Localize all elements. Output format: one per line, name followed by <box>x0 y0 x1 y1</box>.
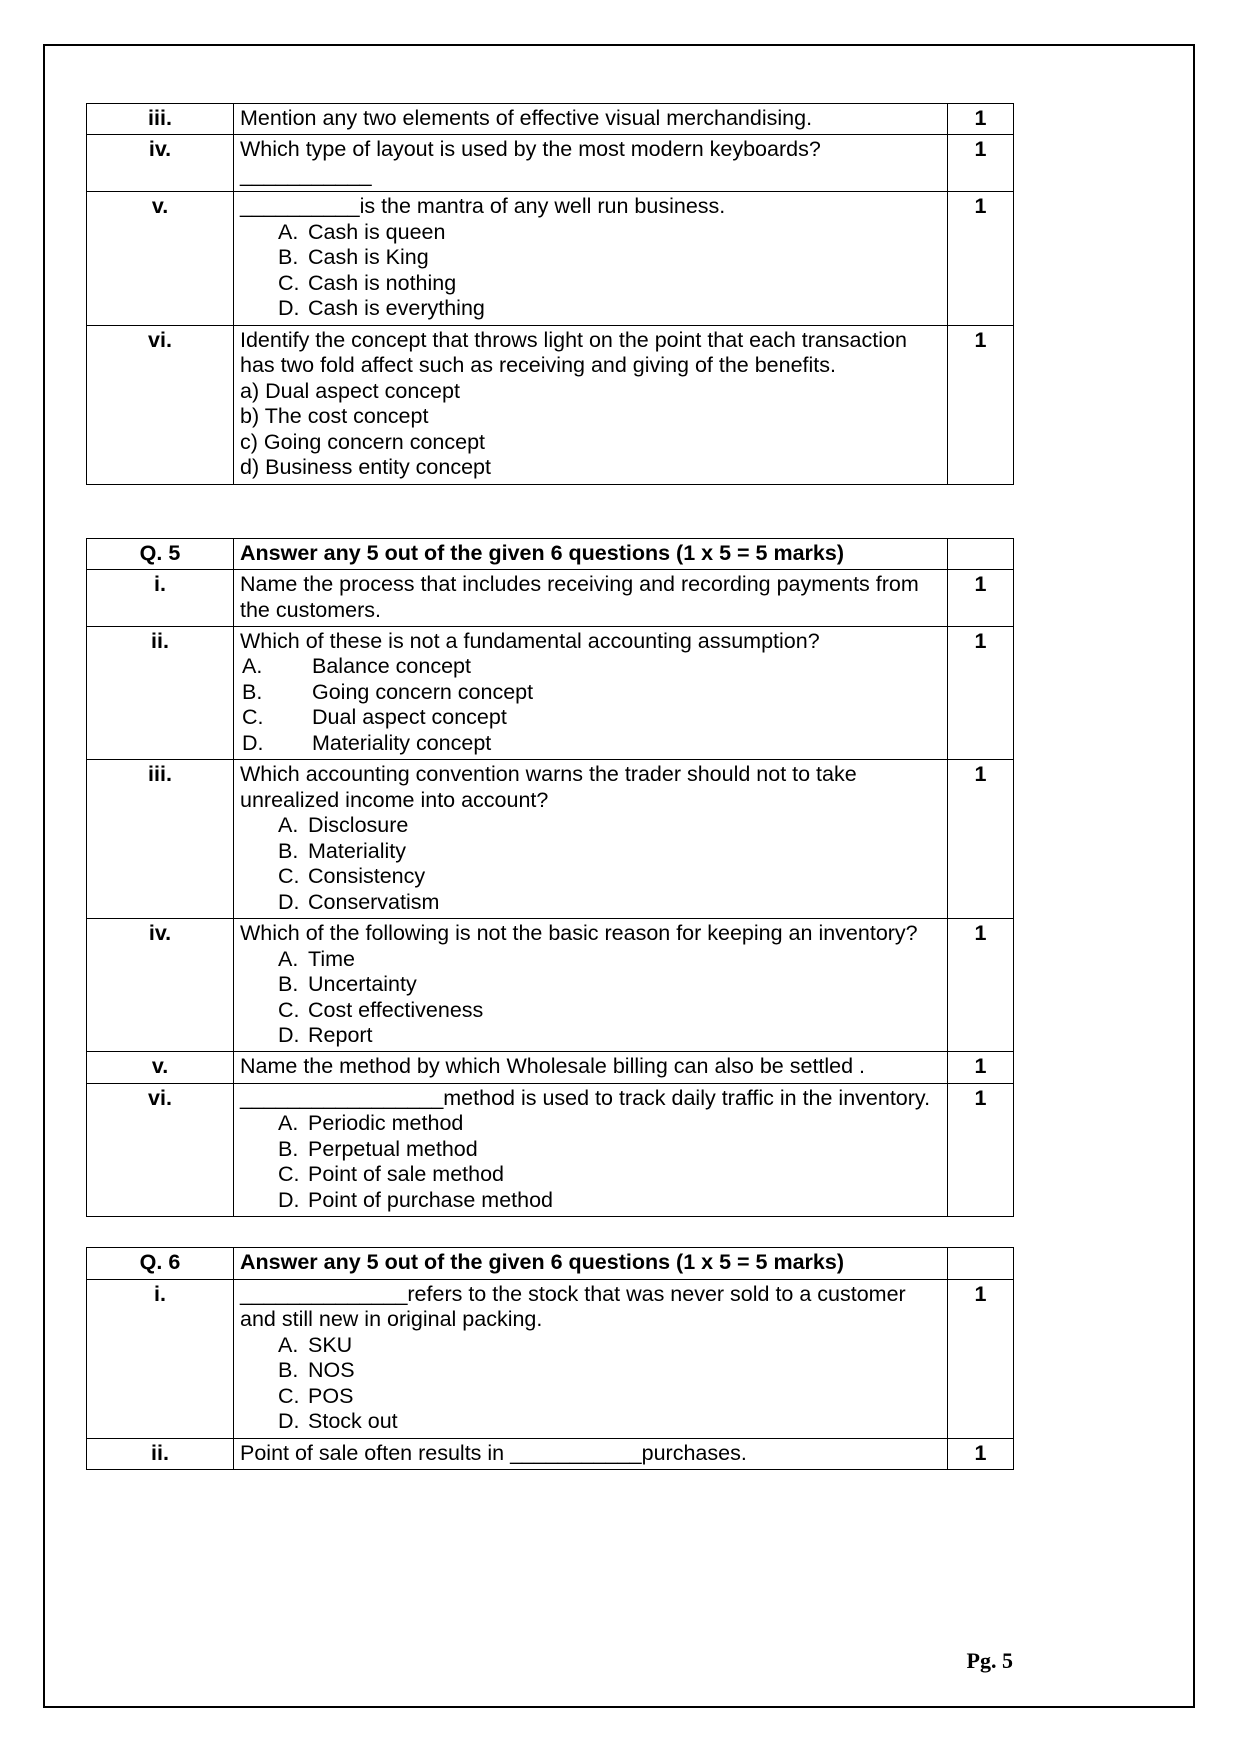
option-text: Point of sale method <box>308 1162 505 1187</box>
row-number: iv. <box>87 135 234 192</box>
list-item <box>240 245 941 270</box>
option-label: A. <box>242 654 263 679</box>
question-text: Name the process that includes receiving and recording payments from the customers. <box>240 572 919 622</box>
option-text: Dual aspect concept <box>312 705 507 730</box>
option-text: SKU <box>308 1332 353 1357</box>
list-item <box>240 947 941 972</box>
list-item <box>240 1111 941 1136</box>
question-text: ______________refers to the stock that was never sold to a customer and still new in original packing. <box>240 1281 906 1332</box>
row-number: iii. <box>87 104 234 135</box>
option-label: d) <box>240 455 260 480</box>
row-question <box>234 1052 948 1083</box>
option-text: Cash is queen <box>308 219 446 244</box>
list-item <box>240 379 941 404</box>
option-text: Cost effectiveness <box>308 997 484 1022</box>
list-item <box>240 455 941 480</box>
row-question <box>234 760 948 919</box>
list-item <box>240 813 941 838</box>
question-table-q4-continued <box>86 103 1014 485</box>
list-item <box>240 271 941 296</box>
section-number: Q. 5 <box>87 538 234 569</box>
option-text: Periodic method <box>308 1111 464 1136</box>
option-text: Point of purchase method <box>308 1187 554 1212</box>
list-item <box>240 404 941 429</box>
option-label: A. <box>278 1111 299 1136</box>
option-list <box>240 1333 941 1435</box>
table-row <box>87 1279 1014 1438</box>
row-question <box>234 919 948 1052</box>
row-marks: 1 <box>948 1083 1014 1216</box>
question-text: Which accounting convention warns the trader should not to take unrealized income into account? <box>240 762 857 812</box>
row-marks: 1 <box>948 1438 1014 1469</box>
list-item <box>240 430 941 455</box>
question-table-q5 <box>86 538 1014 1218</box>
row-question <box>234 192 948 325</box>
option-label: C. <box>242 705 264 730</box>
option-text: Stock out <box>308 1409 398 1434</box>
option-list <box>240 220 941 322</box>
question-text: Name the method by which Wholesale billing can also be settled . <box>240 1054 866 1079</box>
list-item <box>240 864 941 889</box>
row-number: v. <box>87 192 234 325</box>
row-question <box>234 1083 948 1216</box>
table-row <box>87 626 1014 759</box>
section-gap <box>86 1217 1013 1247</box>
list-item <box>240 220 941 245</box>
section-title: Answer any 5 out of the given 6 questions (1 x 5 = 5 marks) <box>234 1248 948 1279</box>
option-text: Going concern concept <box>312 679 534 704</box>
option-text: Cash is everything <box>308 296 485 321</box>
row-marks: 1 <box>948 135 1014 192</box>
option-label: A. <box>278 946 299 971</box>
list-item <box>240 654 941 679</box>
option-label: D. <box>278 889 300 914</box>
row-question <box>234 135 948 192</box>
question-text: _________________method is used to track daily traffic in the inventory. <box>240 1085 931 1110</box>
option-label: B. <box>278 838 299 863</box>
table-row <box>87 1083 1014 1216</box>
question-text: Which of the following is not the basic reason for keeping an inventory? <box>240 921 918 946</box>
option-text: Materiality concept <box>312 730 492 755</box>
list-item <box>240 680 941 705</box>
row-number: v. <box>87 1052 234 1083</box>
table-header-row <box>87 538 1014 569</box>
row-marks: 1 <box>948 626 1014 759</box>
option-list <box>240 947 941 1049</box>
option-text: Conservatism <box>308 889 440 914</box>
option-text: Time <box>308 946 355 971</box>
page-footer: Pg. 5 <box>966 1648 1013 1673</box>
row-marks: 1 <box>948 760 1014 919</box>
list-item <box>240 890 941 915</box>
row-marks: 1 <box>948 919 1014 1052</box>
table-header-row <box>87 1248 1014 1279</box>
row-question <box>234 570 948 627</box>
list-item <box>240 705 941 730</box>
page-content <box>86 103 1013 1703</box>
option-list <box>240 654 941 756</box>
question-text: Identify the concept that throws light on the point that each transaction has two fold affect such as receiving and giving of the benefits. <box>240 327 907 378</box>
option-label: D. <box>278 1187 300 1212</box>
option-label: A. <box>278 1332 299 1357</box>
option-list <box>240 379 941 481</box>
question-text: Point of sale often results in ___________purchases. <box>240 1440 747 1465</box>
row-question <box>234 1279 948 1438</box>
option-text: Disclosure <box>308 813 409 838</box>
row-number: iv. <box>87 919 234 1052</box>
list-item <box>240 998 941 1023</box>
list-item <box>240 1358 941 1383</box>
option-label: B. <box>278 1358 299 1383</box>
row-marks: 1 <box>948 104 1014 135</box>
list-item <box>240 839 941 864</box>
option-label: b) <box>240 404 260 429</box>
section-marks <box>948 1248 1014 1279</box>
table-row <box>87 919 1014 1052</box>
table-row <box>87 192 1014 325</box>
option-label: c) <box>240 429 258 454</box>
option-text: POS <box>308 1383 354 1408</box>
row-number: vi. <box>87 325 234 484</box>
option-text: Dual aspect concept <box>265 378 460 403</box>
table-row <box>87 325 1014 484</box>
option-label: A. <box>278 813 299 838</box>
row-number: i. <box>87 1279 234 1438</box>
row-number: ii. <box>87 626 234 759</box>
row-marks: 1 <box>948 1052 1014 1083</box>
option-label: D. <box>278 1023 300 1047</box>
section-title: Answer any 5 out of the given 6 questions (1 x 5 = 5 marks) <box>234 538 948 569</box>
question-text: Which type of layout is used by the most modern keyboards?___________ <box>240 137 821 187</box>
list-item <box>240 731 941 756</box>
list-item <box>240 1188 941 1213</box>
option-list <box>240 1111 941 1213</box>
table-row <box>87 135 1014 192</box>
row-number: i. <box>87 570 234 627</box>
section-number: Q. 6 <box>87 1248 234 1279</box>
option-text: Uncertainty <box>308 972 417 997</box>
row-number: ii. <box>87 1438 234 1469</box>
option-label: D. <box>278 1409 300 1434</box>
option-text: Business entity concept <box>265 455 491 480</box>
option-label: B. <box>242 679 263 704</box>
question-table-q6 <box>86 1247 1014 1470</box>
list-item <box>240 1162 941 1187</box>
option-label: C. <box>278 997 300 1022</box>
row-question <box>234 626 948 759</box>
option-text: NOS <box>308 1358 355 1383</box>
list-item <box>240 1384 941 1409</box>
list-item <box>240 1023 941 1048</box>
option-list <box>240 813 941 915</box>
option-label: A. <box>278 219 299 244</box>
row-marks: 1 <box>948 570 1014 627</box>
section-marks <box>948 538 1014 569</box>
table-row <box>87 1052 1014 1083</box>
option-label: D. <box>242 730 264 755</box>
row-marks: 1 <box>948 192 1014 325</box>
list-item <box>240 1409 941 1434</box>
option-label: C. <box>278 270 300 295</box>
option-text: Consistency <box>308 864 426 889</box>
list-item <box>240 1333 941 1358</box>
row-question <box>234 325 948 484</box>
row-marks: 1 <box>948 1279 1014 1438</box>
option-label: C. <box>278 864 300 889</box>
option-label: B. <box>278 1136 299 1161</box>
option-text: The cost concept <box>264 404 429 429</box>
section-gap <box>86 485 1013 538</box>
option-text: Cash is nothing <box>308 270 457 295</box>
row-question <box>234 1438 948 1469</box>
row-question <box>234 104 948 135</box>
table-row <box>87 760 1014 919</box>
option-label: D. <box>278 296 300 321</box>
option-text: Perpetual method <box>308 1136 478 1161</box>
table-row <box>87 104 1014 135</box>
option-label: B. <box>278 972 299 997</box>
option-text: Materiality <box>308 838 406 863</box>
list-item <box>240 1137 941 1162</box>
table-row <box>87 1438 1014 1469</box>
option-label: a) <box>240 378 260 403</box>
list-item <box>240 972 941 997</box>
question-text: __________is the mantra of any well run business. <box>240 194 726 219</box>
option-label: C. <box>278 1383 300 1408</box>
option-text: Going concern concept <box>263 429 486 454</box>
option-text: Report <box>308 1023 373 1047</box>
question-text: Mention any two elements of effective visual merchandising. <box>240 106 813 130</box>
row-marks: 1 <box>948 325 1014 484</box>
option-label: B. <box>278 245 299 270</box>
row-number: vi. <box>87 1083 234 1216</box>
option-text: Cash is King <box>308 245 429 270</box>
row-number: iii. <box>87 760 234 919</box>
option-label: C. <box>278 1162 300 1187</box>
list-item <box>240 296 941 321</box>
table-row <box>87 570 1014 627</box>
option-text: Balance concept <box>312 654 471 679</box>
question-text: Which of these is not a fundamental accounting assumption? <box>240 628 820 653</box>
